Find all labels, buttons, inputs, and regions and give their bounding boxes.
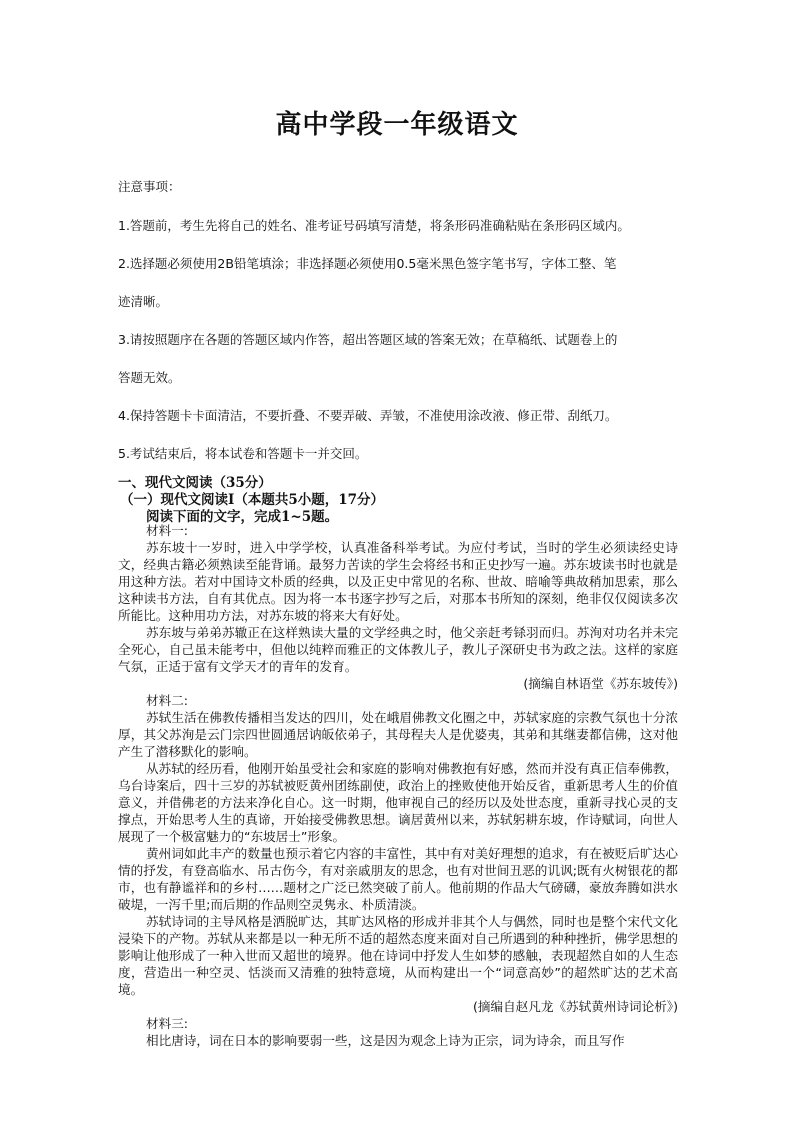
- paragraph: 苏轼诗词的主导风格是洒脱旷达，其旷达风格的形成并非其个人与偶然，同时也是整个宋代文化浸染下的产物。苏轼从来都是以一种无所不适的超然态度来面对自己所遇到的种种挫折，佛学思想的影响让他形成了一种入世而又超世的境界。他在诗词中抒发人生如梦的感触，表现超然自如的人生态度，营造出一种空灵、恬淡而又清雅的独特意境，从而构建出一个“词意高妙”的超然旷达的艺术高境。: [118, 914, 678, 997]
- material-label: 材料三:: [146, 1016, 189, 1031]
- subsection-heading: （一）现代文阅读Ⅰ（本题共5小题，17分）: [120, 492, 384, 508]
- reading-passage: [118, 522, 678, 1049]
- notice-item: 4.保持答题卡卡面清洁，不要折叠、不要弄破、弄皱，不准使用涂改液、修正带、刮纸刀。: [118, 408, 618, 423]
- paragraph: 苏东坡与弟弟苏辙正在这样熟读大量的文学经典之时，他父亲赶考铩羽而归。苏洵对功名并未完全死心，自己虽未能考中，但他以纯粹而雅正的文体教儿子，教儿子深研史书为政之法。这样的家庭气氛，正适于富有文学天才的青年的发育。: [118, 625, 678, 674]
- notice-item: 2.选择题必须使用2B铅笔填涂；非选择题必须使用0.5毫米黑色签字笔书写，字体工整、笔: [118, 256, 617, 271]
- notice-item: 答题无效。: [118, 370, 181, 385]
- paragraph: 黄州词如此丰产的数量也预示着它内容的丰富性，其中有对美好理想的追求，有在被贬后旷达心情的抒发，有登高临水、吊古伤今，有对亲戚朋友的思念，也有对世间丑恶的讥讽;既有火树银花的都市，也有静谧祥和的乡村……题材之广泛已然突破了前人。他前期的作品大气磅礴，豪放奔腾如洪水破堤，一泻千里;而后期的作品则空灵隽永、朴质清淡。: [118, 846, 678, 912]
- paragraph: 相比唐诗，词在日本的影响要弱一些，这是因为观念上诗为正宗，词为诗余，而且写作: [146, 1033, 625, 1048]
- notice-item: 1.答题前，考生先将自己的姓名、准考证号码填写清楚，将条形码准确粘贴在条形码区域内。: [118, 218, 630, 233]
- section-heading: 一、现代文阅读（35分）: [118, 475, 272, 491]
- notice-item: 迹清晰。: [118, 294, 169, 309]
- paragraph: 从苏轼的经历看，他刚开始虽受社会和家庭的影响对佛教抱有好感，然而并没有真正信奉佛教，乌台诗案后，四十三岁的苏轼被贬黄州团练副使，政治上的挫败使他开始反省，重新思考人生的价值意义，并借佛老的方法来净化自心。这一时期，他审视自己的经历以及处世态度，重新寻找心灵的支撑点，开始思考人生的真谛，开始接受佛教思想。谪居黄州以来，苏轼躬耕东坡，作诗赋词，向世人展现了一个极富魅力的“东坡居士”形象。: [118, 761, 678, 844]
- material-label: 材料一:: [146, 523, 189, 538]
- reading-instruction: 阅读下面的文字，完成1~5题。: [146, 509, 339, 525]
- source-citation: (摘编自林语堂《苏东坡传》): [523, 676, 678, 691]
- notice-item: 5.考试结束后，将本试卷和答题卡一并交回。: [118, 446, 368, 461]
- material-label: 材料二:: [146, 693, 189, 708]
- paragraph: 苏轼生活在佛教传播相当发达的四川，处在峨眉佛教文化圈之中，苏轼家庭的宗教气氛也十分浓厚，其父苏洵是云门宗四世圆通居讷皈依弟子，其母程夫人是优婆夷，其弟和其继妻都信佛，这对他产生了潜移默化的影响。: [118, 710, 678, 759]
- notice-item: 3.请按照题序在各题的答题区域内作答，超出答题区域的答案无效；在草稿纸、试题卷上的: [118, 332, 618, 347]
- page-title: 高中学段一年级语文: [275, 110, 519, 140]
- source-citation: (摘编自赵凡龙《苏轼黄州诗词论析》): [472, 999, 678, 1014]
- notice-heading: 注意事项：: [118, 179, 181, 194]
- paragraph: 苏东坡十一岁时，进入中学学校，认真准备科举考试。为应付考试，当时的学生必须读经史诗文，经典古籍必须熟读至能背诵。最努力苦读的学生会将经书和正史抄写一遍。苏东坡读书时也就是用这种方法。若对中国诗文朴质的经典，以及正史中常见的名称、世故、暗喻等典故稍加思索，那么这种读书方法，自有其优点。因为将一本书逐字抄写之后，对那本书所知的深刻，绝非仅仅阅读多次所能比。这种用功方法，对苏东坡的将来大有好处。: [118, 540, 678, 623]
